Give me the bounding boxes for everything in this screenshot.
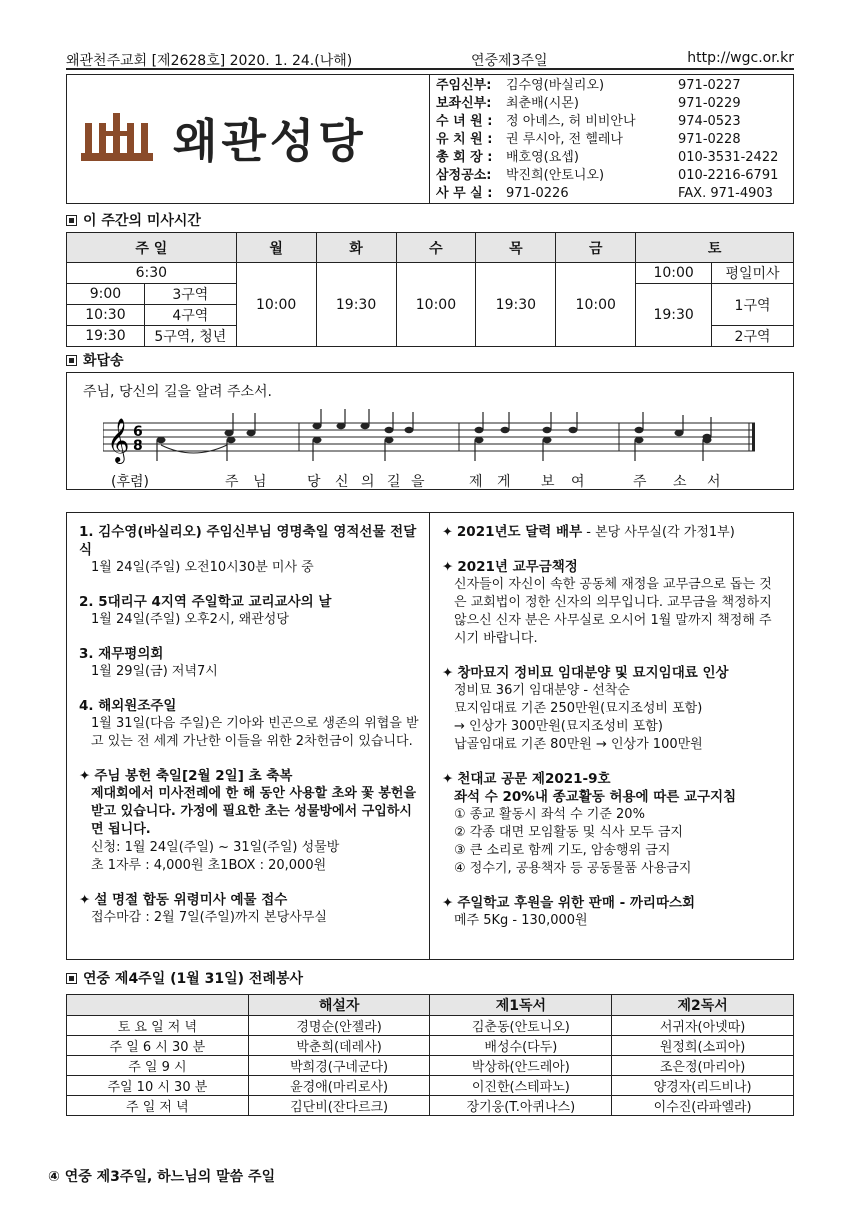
table-row: 10:30 4구역 [67,305,794,326]
lyric: 의 [361,474,375,490]
staff-row: 총 회 장 : 배호영(요셉) 010-3531-2422 [436,150,779,165]
table-header-row: 주 일 월 화 수 목 금 토 [67,233,794,263]
music-staff [103,409,763,469]
staff-row: 수 녀 원 : 정 아녜스, 허 비비안나 974-0523 [436,114,741,129]
lyric: 소 [673,474,687,490]
square-bullet-icon [66,355,77,366]
church-logo-icon [81,109,161,173]
table-row: 19:30 5구역, 청년 2구역 [67,326,794,347]
list-item: 2. 5대리구 4지역 주일학교 교리교사의 날 1월 24일(주일) 오후2시, 왜관성당 [79,594,332,627]
table-row: 6:30 10:00 19:30 10:00 19:30 10:00 10:00 평일미사 [67,263,794,284]
cross-star-icon: ✦ [442,771,454,787]
staff-row: 유 치 원 : 권 루시아, 전 헬레나 971-0228 [436,132,741,147]
list-item: 1. 김수영(바실리오) 주임신부님 영명축일 영적선물 전달식 1월 24일(주일) 오전10시30분 미사 중 [79,524,417,575]
square-bullet-icon [66,973,77,984]
cross-star-icon: ✦ [442,559,454,575]
service-section-title: 연중 제4주일 (1월 31일) 전례봉사 [66,968,303,988]
list-item: ✦ 2021년도 달력 배부 - 본당 사무실(각 가정1부) [442,524,735,540]
church-name: 왜관성당 [173,114,367,168]
square-bullet-icon [66,215,77,226]
staff-directory [430,75,793,203]
table-row: 9:00 3구역 19:30 1구역 [67,284,794,305]
cross-star-icon: ✦ [79,768,91,784]
table-row: 주 일 9 시 박희경(구네군다) 박상하(안드레아) 조은정(마리아) [67,1056,794,1076]
issue-header [66,50,794,70]
table-row: 주 일 저 녁 김단비(잔다르크) 장기웅(T.아퀴나스) 이수진(라파엘라) [67,1096,794,1116]
page-footer: ④ 연중 제3주일, 하느님의 말씀 주일 [48,1169,276,1185]
lyric: 게 [497,474,511,490]
lyric: 당 [307,474,321,490]
table-row: 주 일 6 시 30 분 박춘희(데레사) 배성수(다두) 원정희(소피아) [67,1036,794,1056]
psalm-box [66,372,794,490]
svg-text:8: 8 [133,438,143,454]
list-item: ✦ 주님 봉헌 축일[2월 2일] 초 축복 제대회에서 미사전례에 한 해 동안 사용할 초와 꽃 봉헌을 받고 있습니다. 가정에 필요한 초는 성물방에서 구입하시면 됩니다. 신청: 1월 24일(주일) ~ 31일(주일) 성물방 초 1자루 : 4,000원 초1BOX : 20,000원 [79,768,417,873]
list-item: ✦ 설 명절 합동 위령미사 예물 접수 접수마감 : 2월 7일(주일)까지 본당사무실 [79,892,327,925]
list-item: ✦ 천대교 공문 제2021-9호 좌석 수 20%내 종교활동 허용에 따른 교구지침 ① 종교 활동시 좌석 수 기준 20% ② 각종 대면 모임활동 및 식사 모두 금지 ③ 큰 소리로 함께 기도, 암송행위 금지 ④ 정수기, 공용책자 등 공동물품 사용금지 [442,771,737,876]
lyric: 길 [387,474,401,490]
list-item: 3. 재무평의회 1월 29일(금) 저녁7시 [79,646,218,679]
mass-section-title: 이 주간의 미사시간 [66,210,201,230]
announcements-right [430,513,793,959]
table-header-row: 해설자 제1독서 제2독서 [67,995,794,1016]
liturgical-week: 연중제3주일 [471,53,548,69]
lyric: 제 [469,474,483,490]
staff-row: 삼정공소: 박진희(안토니오) 010-2216-6791 [436,168,779,183]
list-item: ✦ 2021년 교무금책정 신자들이 자신이 속한 공동체 재정을 교무금으로 돕는 것은 교회법이 정한 신자의 의무입니다. 교무금을 책정하지 않으신 신자 분은 사무실로 오시어 1월 말까지 책정해 주시기 바랍니다. [442,559,772,646]
staff-row: 보좌신부: 최춘배(시몬) 971-0229 [436,96,741,111]
psalm-response: 주님, 당신의 길을 알려 주소서. [83,384,272,400]
table-row: 토 요 일 저 녁 경명순(안젤라) 김춘동(안토니오) 서귀자(아넷따) [67,1016,794,1036]
psalm-section-title: 화답송 [66,350,124,370]
list-item: 4. 해외원조주일 1월 31일(다음 주일)은 기아와 빈곤으로 생존의 위협을 받고 있는 전 세계 가난한 이들을 위한 2차헌금이 있습니다. [79,698,419,749]
lyric: 주 [225,474,239,490]
lyric: 서 [707,474,721,490]
lyric: 을 [411,474,425,490]
announcements-left [67,513,430,959]
table-row: 주일 10 시 30 분 윤경애(마리로사) 이진한(스테파노) 양경자(리드비나) [67,1076,794,1096]
mass-schedule-table [66,232,794,347]
lyric: 여 [571,474,585,490]
list-item: ✦ 주일학교 후원을 위한 판매 - 까리따스회 메주 5Kg - 130,000원 [442,895,696,928]
announcements [66,512,794,960]
liturgy-service-table [66,994,794,1116]
cross-star-icon: ✦ [442,525,453,540]
parish-issue: 왜관천주교회 [제2628호] 2020. 1. 24.(나해) [66,53,353,69]
list-item: ✦ 창마묘지 정비묘 임대분양 및 묘지임대료 인상 정비묘 36기 임대분양 - 선착순 묘지임대료 기존 250만원(묘지조성비 포함) → 인상가 300만원(묘지조성비 포함) 납골임대료 기존 80만원 → 인상가 100만원 [442,665,729,752]
staff-row: 주임신부: 김수영(바실리오) 971-0227 [436,78,741,93]
lyric: (후렴) [111,474,149,490]
staff-row: 사 무 실 : 971-0226 FAX. 971-4903 [436,186,773,201]
website-link[interactable]: http://wgc.or.kr [687,50,794,66]
treble-clef-icon: 𝄞 [107,418,130,462]
lyric: 보 [541,474,555,490]
masthead [66,74,794,204]
svg-text:6: 6 [133,424,143,440]
lyric: 주 [633,474,647,490]
lyric: 신 [335,474,349,490]
logo-area [67,75,430,203]
lyric: 님 [253,474,267,490]
cross-star-icon: ✦ [442,665,454,681]
cross-star-icon: ✦ [79,892,91,908]
cross-star-icon: ✦ [442,895,454,911]
